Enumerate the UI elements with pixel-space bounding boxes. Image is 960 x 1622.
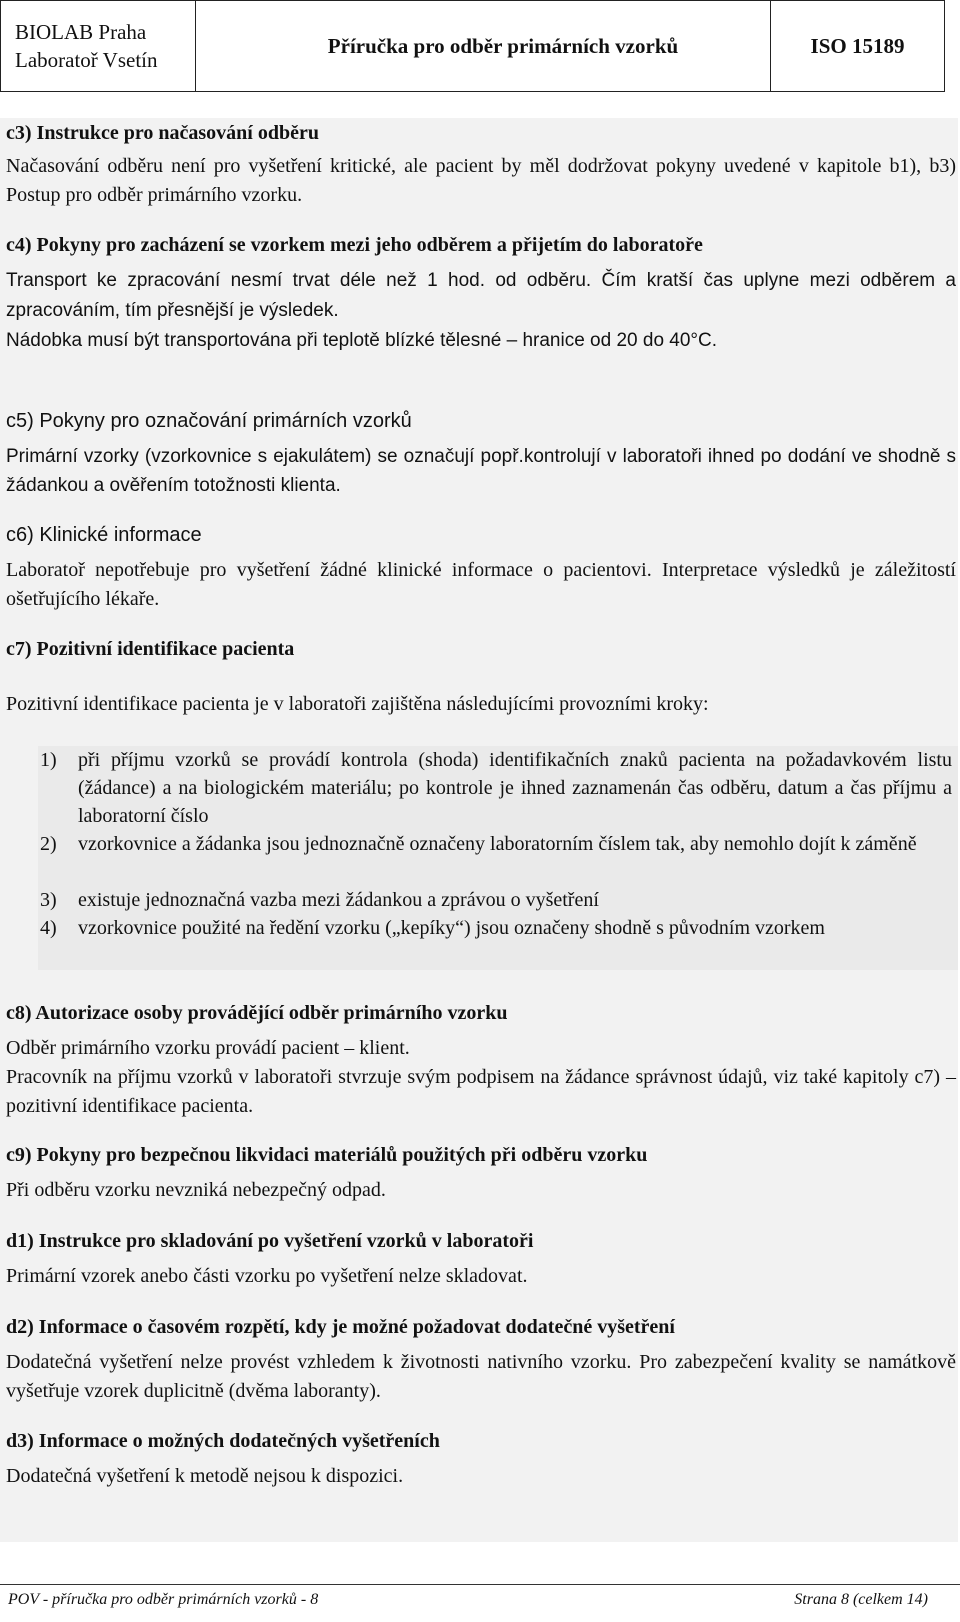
document-title: Příručka pro odběr primárních vzorků — [196, 1, 771, 91]
section-heading: c3) Instrukce pro načasování odběru — [6, 122, 319, 144]
section-heading: c9) Pokyny pro bezpečnou likvidaci materiálů použitých při odběru vzorku — [6, 1144, 648, 1166]
section-c5 — [6, 408, 956, 500]
section-text: Primární vzorek anebo části vzorku po vyšetření nelze skladovat. — [6, 1265, 528, 1287]
document-body — [0, 118, 958, 1542]
section-d1 — [6, 1228, 956, 1291]
section-c8 — [6, 1000, 956, 1121]
standard-label: ISO 15189 — [810, 33, 905, 58]
section-heading: d2) Informace o časovém rozpětí, kdy je možné požadovat dodatečné vyšetření — [6, 1316, 675, 1338]
lab-name: Laboratoř Vsetín — [15, 48, 158, 72]
section-text: Při odběru vzorku nevzniká nebezpečný odpad. — [6, 1179, 386, 1201]
section-text: Dodatečná vyšetření k metodě nejsou k dispozici. — [6, 1465, 404, 1487]
org-name: BIOLAB Praha — [15, 20, 147, 44]
page-header — [0, 0, 945, 92]
section-text: Dodatečná vyšetření nelze provést vzhledem k životnosti nativního vzorku. Pro zabezpečení kvality se namátkově vyšetřuje vzorek duplicitně (dvěma laboranty). — [6, 1351, 956, 1402]
footer-document-name: POV - příručka pro odběr primárních vzorků - 8 — [8, 1591, 319, 1608]
section-d3 — [6, 1428, 956, 1491]
section-text: Primární vzorky (vzorkovnice s ejakulátem) se označují popř.kontrolují v laboratoři ihned po dodání ve shodně s žádankou a ověřením totožnosti klienta. — [6, 446, 956, 496]
section-c7 — [6, 636, 956, 719]
section-heading: c7) Pozitivní identifikace pacienta — [6, 638, 295, 660]
section-c3 — [6, 120, 956, 210]
section-text: Odběr primárního vzorku provádí pacient – klient. — [6, 1037, 410, 1059]
page-footer — [0, 1584, 960, 1612]
identification-steps-list: 1) při příjmu vzorků se provádí kontrola (shoda) identifikačních znaků pacienta na požadavkovém listu (žádance) a na biologickém materiálu; po kontrole je ihned zaznamenán čas odběru, datum a čas příjmu a laboratorní číslo 2) vzorkovnice a žádanka jsou jednoznačně označeny laboratorním číslem tak, aby nemohlo dojít k záměně 3) existuje jednoznačná vazba mezi žádankou a zprávou o vyšetření 4) vzorkovnice použité na ředění vzorku („kepíky“) jsou označeny shodně s původním vzorkem — [38, 746, 958, 970]
section-c9 — [6, 1142, 956, 1205]
footer-page-number: Strana 8 (celkem 14) — [794, 1591, 928, 1608]
section-text: Pracovník na příjmu vzorků v laboratoři stvrzuje svým podpisem na žádance správnost údajů, viz také kapitoly c7) – pozitivní identifikace pacienta. — [6, 1066, 956, 1117]
section-intro: Pozitivní identifikace pacienta je v laboratoři zajištěna následujícími provozními kroky: — [6, 693, 709, 715]
section-text: Laboratoř nepotřebuje pro vyšetření žádné klinické informace o pacientovi. Interpretace výsledků je záležitostí ošetřujícího lékaře. — [6, 559, 956, 610]
section-text: Transport ke zpracování nesmí trvat déle než 1 hod. od odběru. Čím kratší čas uplyne mezi odběrem a zpracováním, tím přesnější je výsledek. — [6, 270, 956, 321]
section-heading: c6) Klinické informace — [6, 524, 202, 546]
section-c4 — [6, 232, 956, 356]
section-heading: d3) Informace o možných dodatečných vyšetřeních — [6, 1430, 440, 1452]
section-text: Načasování odběru není pro vyšetření kritické, ale pacient by měl dodržovat pokyny uvedené v kapitole b1), b3) Postup pro odběr primárního vzorku. — [6, 155, 956, 206]
header-organization — [1, 1, 196, 91]
section-d2 — [6, 1314, 956, 1406]
section-heading: d1) Instrukce pro skladování po vyšetření vzorků v laboratoři — [6, 1230, 534, 1252]
section-heading: c8) Autorizace osoby provádějící odběr primárního vzorku — [6, 1002, 508, 1024]
section-text: Nádobka musí být transportována při teplotě blízké tělesné – hranice od 20 do 40°C. — [6, 330, 718, 351]
section-heading: c5) Pokyny pro označování primárních vzorků — [6, 410, 412, 432]
section-c6 — [6, 522, 956, 614]
section-heading: c4) Pokyny pro zacházení se vzorkem mezi jeho odběrem a přijetím do laboratoře — [6, 234, 703, 256]
